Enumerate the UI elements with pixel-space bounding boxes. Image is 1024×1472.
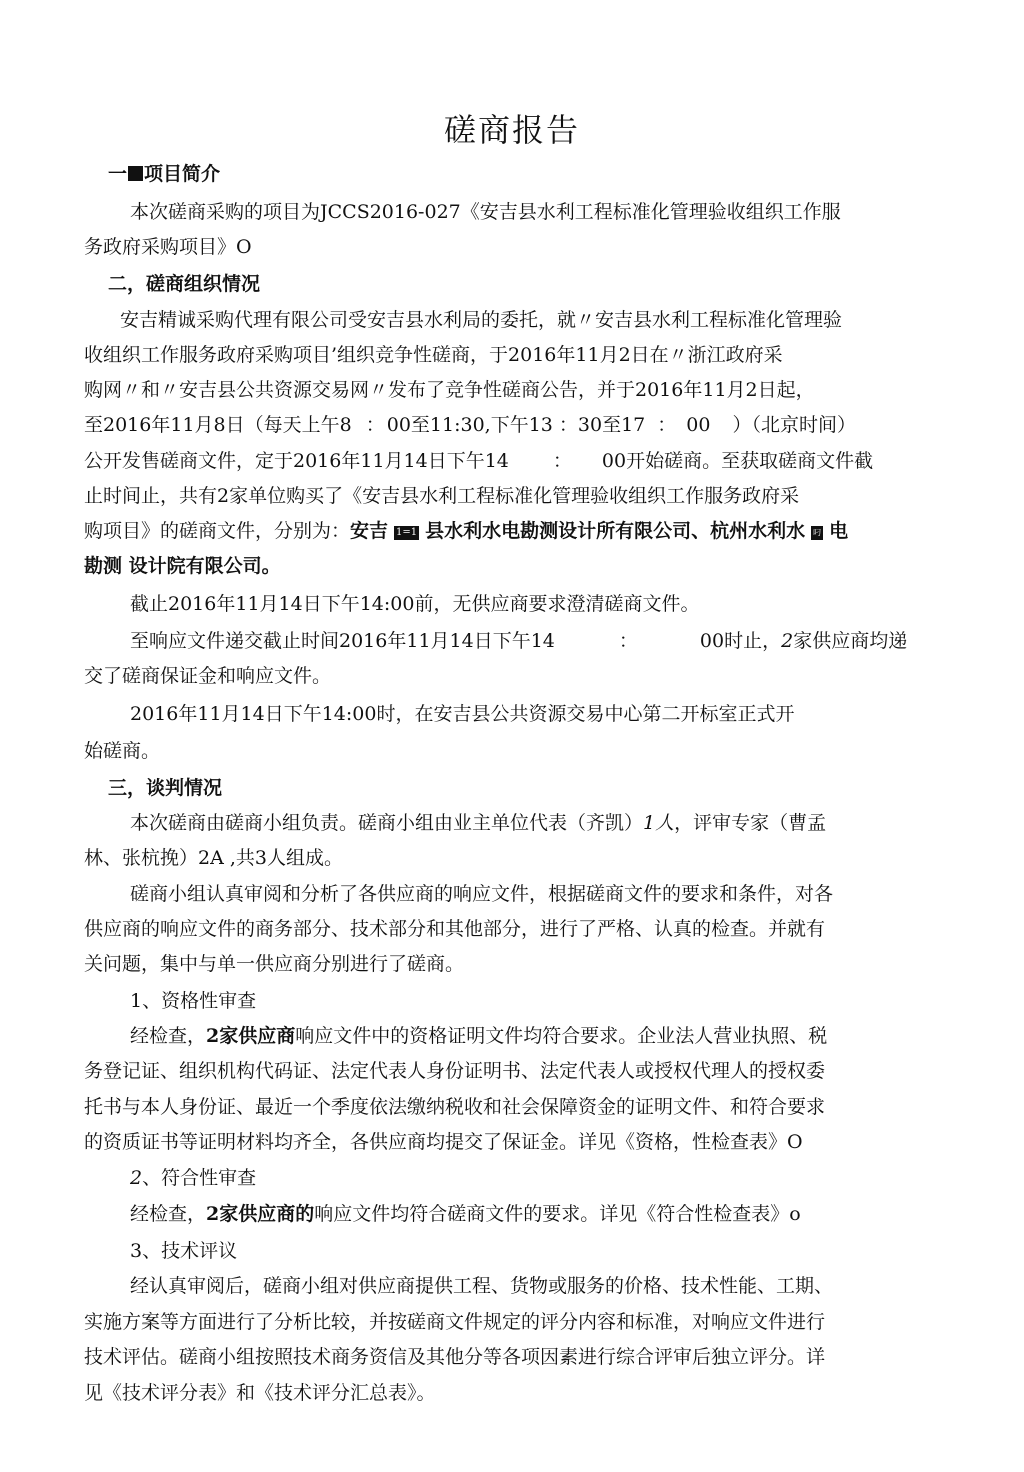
paragraph-line: 止时间止，共有2家单位购买了《安吉县水利工程标准化管理验收组织工作服务政府采 <box>84 485 800 507</box>
italic-text-run: 1人 <box>643 812 675 834</box>
bold-text-run: 安吉 <box>350 520 389 542</box>
bold-text-run: 2家供应商 <box>206 1025 296 1047</box>
heading-prefix: 一 <box>108 163 128 185</box>
paragraph-line <box>84 513 848 549</box>
text-run: 经检查， <box>130 1203 207 1225</box>
paragraph-line: 技术评估。磋商小组按照技术商务资信及其他分等各项因素进行综合评审后独立评分。详 <box>84 1346 826 1368</box>
text-run: 、符合性审查 <box>142 1167 257 1189</box>
paragraph-line: 购网〃和〃安吉县公共资源交易网〃发布了竞争性磋商公告，并于2016年11月2日起， <box>84 379 815 401</box>
report-title: 磋商报告 <box>443 111 580 149</box>
italic-text-run: 2 <box>130 1167 143 1189</box>
paragraph-line: 林、张杭挽）2A ,共3人组成。 <box>84 847 343 869</box>
paragraph-line: 关问题，集中与单一供应商分别进行了磋商。 <box>84 953 465 975</box>
text-run: ： <box>558 414 578 436</box>
bold-text-run: 电 <box>829 520 849 542</box>
text-run: 30至17 <box>577 414 646 436</box>
text-run: 00 <box>686 414 711 436</box>
square-bullet-icon <box>128 166 143 181</box>
paragraph-line: 收组织工作服务政府采购项目’组织竞争性磋商，于2016年11月2日在〃浙江政府采 <box>84 344 783 366</box>
paragraph-line: 务政府采购项目》O <box>84 236 252 258</box>
paragraph-line: 磋商小组认真审阅和分析了各供应商的响应文件，根据磋商文件的要求和条件，对各 <box>130 883 834 905</box>
bold-text-run: 县水利水电勘测设计所有限公司、杭州水利水 <box>425 520 806 542</box>
text-run: 公开发售磋商文件，定于2016年11月14日下午14 <box>84 450 509 472</box>
italic-text-run: 2 <box>781 630 794 652</box>
paragraph-line <box>130 1196 801 1232</box>
section-1-heading <box>108 156 220 192</box>
subsection-heading <box>130 1160 256 1196</box>
subsection-heading: 3、技术评议 <box>130 1240 238 1262</box>
paragraph-line: 供应商的响应文件的商务部分、技术部分和其他部分，进行了严格、认真的检查。并就有 <box>84 918 826 940</box>
paragraph-line: 的资质证书等证明材料均齐全，各供应商均提交了保证金。详见《资格，性检查表》O <box>84 1131 803 1153</box>
text-run: 至2016年11月8日（每天上午8 <box>84 414 352 436</box>
text-run: ）（北京时间） <box>732 414 856 436</box>
bold-text-run: 2家供应商的 <box>206 1203 315 1225</box>
paragraph-line: 2016年11月14日下午14:00时，在安吉县公共资源交易中心第二开标室正式开 <box>130 703 795 725</box>
paragraph-line <box>84 443 873 479</box>
subsection-heading: 1、资格性审查 <box>130 990 257 1012</box>
text-run: 经检查， <box>130 1025 207 1047</box>
paragraph-line: 经认真审阅后，磋商小组对供应商提供工程、货物或服务的价格、技术性能、工期、 <box>130 1275 834 1297</box>
text-run: ： <box>657 414 677 436</box>
paragraph-line: 始磋商。 <box>84 740 161 762</box>
text-run: ： <box>552 450 572 472</box>
paragraph-line: 本次磋商采购的项目为JCCS2016-027《安吉县水利工程标准化管理验收组织工作服 <box>130 201 841 223</box>
section-3-heading: 三，谈判情况 <box>108 777 223 799</box>
section-2-heading: 二，磋商组织情况 <box>108 273 261 295</box>
text-run: 家供应商均递 <box>793 630 908 652</box>
paragraph-line: 勘测 设计院有限公司。 <box>84 555 281 577</box>
scan-artifact-mark: 叼 <box>811 526 823 540</box>
text-run: ： <box>618 630 638 652</box>
scan-artifact-mark: 1=1 <box>396 527 418 538</box>
text-run: 响应文件中的资格证明文件均符合要求。企业法人营业执照、税 <box>295 1025 828 1047</box>
text-run: ，评审专家（曹孟 <box>674 812 827 834</box>
text-run: ： <box>365 414 385 436</box>
paragraph-line <box>130 623 907 659</box>
text-run: 00至11:30,下午13 <box>386 414 553 436</box>
text-run: 00开始磋商。至获取磋商文件截 <box>601 450 874 472</box>
text-run: 购项目》的磋商文件，分别为： <box>84 520 351 542</box>
paragraph-line <box>84 407 856 443</box>
text-run: 至响应文件递交截止时间2016年11月14日下午14 <box>130 630 555 652</box>
paragraph-line <box>130 1018 827 1054</box>
paragraph-line: 见《技术评分表》和《技术评分汇总表》。 <box>84 1382 436 1404</box>
paragraph-line: 务登记证、组织机构代码证、法定代表人身份证明书、法定代表人或授权代理人的授权委 <box>84 1060 826 1082</box>
paragraph-line <box>130 805 826 841</box>
heading-text: 项目简介 <box>144 163 221 185</box>
paragraph-line: 托书与本人身份证、最近一个季度依法缴纳税收和社会保障资金的证明文件、和符合要求 <box>84 1096 826 1118</box>
paragraph-line: 截止2016年11月14日下午14:00前，无供应商要求澄清磋商文件。 <box>130 593 700 615</box>
text-run: 响应文件均符合磋商文件的要求。详见《符合性检查表》o <box>314 1203 801 1225</box>
text-run: 00时止， <box>699 630 782 652</box>
paragraph-line: 交了磋商保证金和响应文件。 <box>84 665 332 687</box>
text-run: 本次磋商由磋商小组负责。磋商小组由业主单位代表（齐凯） <box>130 812 644 834</box>
paragraph-line: 安吉精诚采购代理有限公司受安吉县水利局的委托，就〃安吉县水利工程标准化管理验 <box>120 309 843 331</box>
paragraph-line: 实施方案等方面进行了分析比较，并按磋商文件规定的评分内容和标准，对响应文件进行 <box>84 1311 826 1333</box>
